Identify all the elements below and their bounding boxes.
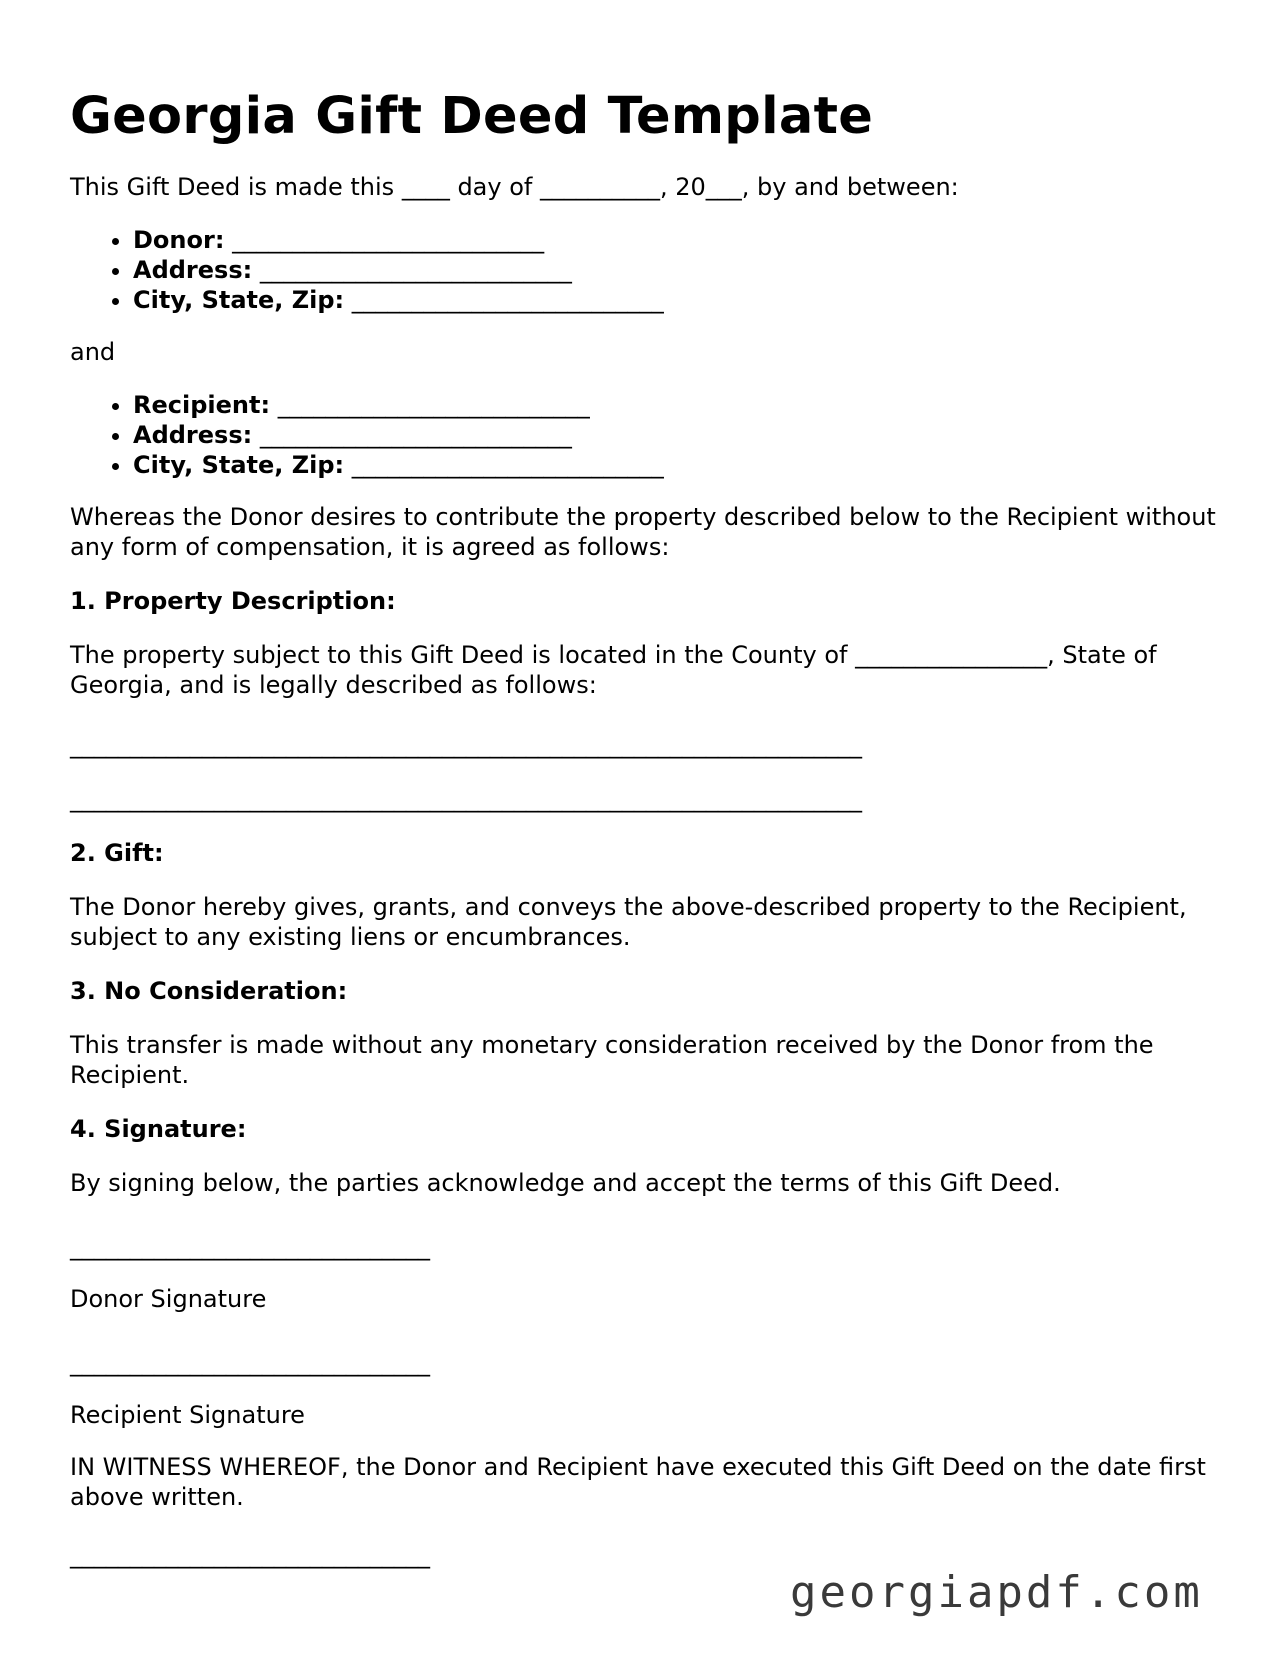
- section-heading-signature: 4. Signature:: [70, 1115, 247, 1143]
- recipient-city-label: City, State, Zip:: [133, 451, 345, 479]
- recipient-signature-label: Recipient Signature: [70, 1401, 305, 1429]
- property-blank-line-1: __________________________________________________________________: [70, 731, 862, 759]
- final-signature-line: ______________________________: [70, 1541, 430, 1569]
- donor-address-label: Address:: [133, 256, 253, 284]
- recipient-city-item: [133, 450, 1220, 480]
- donor-signature-label: Donor Signature: [70, 1285, 267, 1313]
- donor-details-list: [70, 225, 1220, 315]
- donor-name-item: [133, 225, 1220, 255]
- recipient-address-blank: __________________________: [259, 421, 572, 449]
- signature-text: By signing below, the parties acknowledge and accept the terms of this Gift Deed.: [70, 1169, 1061, 1197]
- recipient-signature-line: ______________________________: [70, 1349, 430, 1377]
- witness-paragraph: IN WITNESS WHEREOF, the Donor and Recipient have executed this Gift Deed on the date first above written.: [70, 1453, 1206, 1511]
- donor-address-item: [133, 255, 1220, 285]
- property-description-text: The property subject to this Gift Deed is located in the County of ________________, State of Georgia, and is legally described as follows:: [70, 641, 1157, 699]
- recipient-name-blank: __________________________: [277, 391, 590, 419]
- recipient-name-item: [133, 390, 1220, 420]
- consideration-text: This transfer is made without any monetary consideration received by the Donor from the Recipient.: [70, 1031, 1154, 1089]
- property-blank-line-2: __________________________________________________________________: [70, 785, 862, 813]
- site-watermark: georgiapdf.com: [790, 1567, 1203, 1618]
- document-page: [70, 84, 1220, 1570]
- donor-address-blank: __________________________: [259, 256, 572, 284]
- intro-paragraph: This Gift Deed is made this ____ day of __________, 20___, by and between:: [70, 173, 959, 201]
- page-title: Georgia Gift Deed Template: [70, 87, 874, 146]
- donor-city-blank: __________________________: [351, 286, 664, 314]
- recipient-city-blank: __________________________: [351, 451, 664, 479]
- and-connector: and: [70, 338, 116, 366]
- section-heading-property: 1. Property Description:: [70, 587, 396, 615]
- donor-signature-line: ______________________________: [70, 1233, 430, 1261]
- recipient-address-item: [133, 420, 1220, 450]
- donor-city-item: [133, 285, 1220, 315]
- recipient-address-label: Address:: [133, 421, 253, 449]
- gift-text: The Donor hereby gives, grants, and conveys the above-described property to the Recipient, subject to any existing liens or encumbrances.: [70, 893, 1187, 951]
- section-heading-gift: 2. Gift:: [70, 839, 164, 867]
- section-heading-consideration: 3. No Consideration:: [70, 977, 348, 1005]
- whereas-paragraph: Whereas the Donor desires to contribute the property described below to the Recipient without any form of compensation, it is agreed as follows:: [70, 503, 1216, 561]
- donor-city-label: City, State, Zip:: [133, 286, 345, 314]
- recipient-details-list: [70, 390, 1220, 480]
- donor-name-blank: __________________________: [232, 226, 545, 254]
- donor-name-label: Donor:: [133, 226, 225, 254]
- recipient-name-label: Recipient:: [133, 391, 271, 419]
